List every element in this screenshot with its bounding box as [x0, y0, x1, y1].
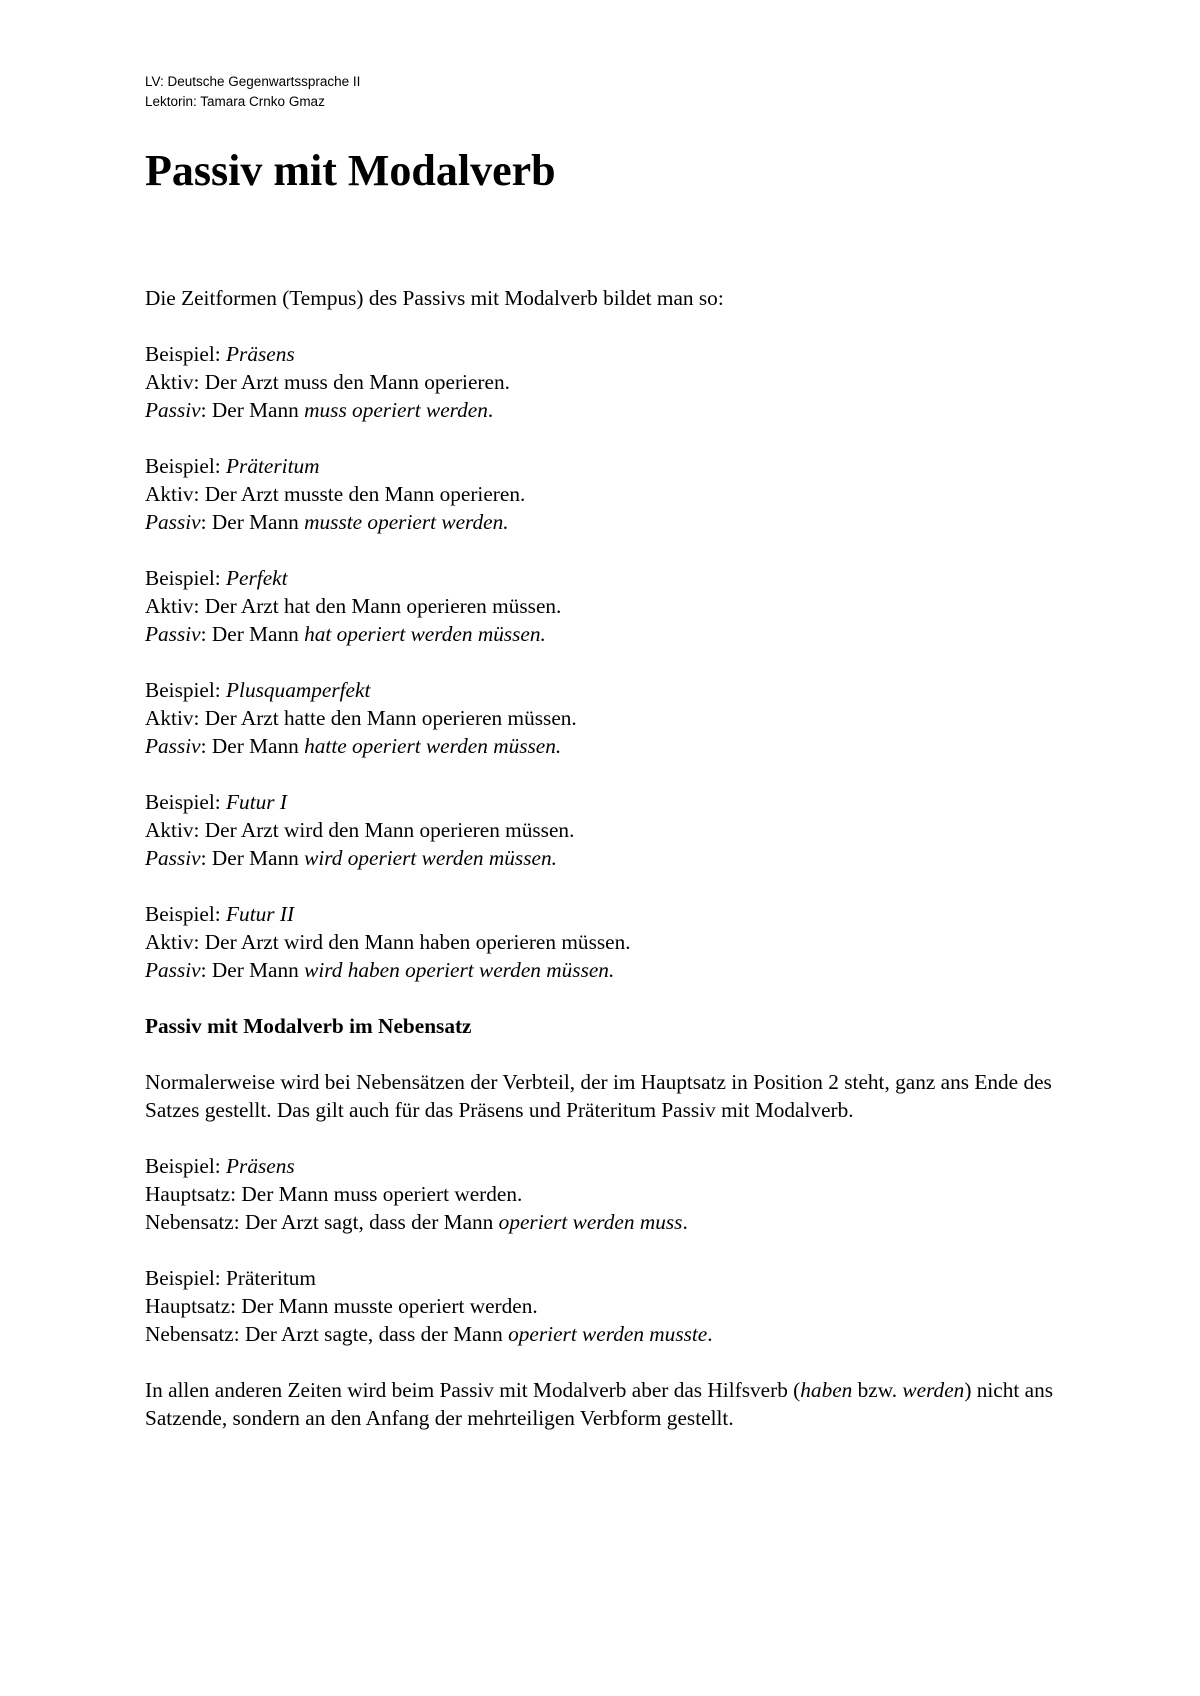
tense-block-plusquamperfekt — [145, 676, 1075, 760]
example-heading: Beispiel: Präteritum — [145, 1266, 316, 1290]
aktiv-line: Aktiv: Der Arzt muss den Mann operieren. — [145, 370, 510, 394]
tense-block-perfekt — [145, 564, 1075, 648]
example-heading: Beispiel: Perfekt — [145, 566, 288, 590]
lecturer-line: Lektorin: Tamara Crnko Gmaz — [145, 94, 325, 109]
hauptsatz-line: Hauptsatz: Der Mann muss operiert werden. — [145, 1182, 523, 1206]
tense-name: Präteritum — [226, 1266, 316, 1290]
passiv-line: Passiv: Der Mann muss operiert werden. — [145, 398, 494, 422]
hauptsatz-line: Hauptsatz: Der Mann musste operiert werden. — [145, 1294, 538, 1318]
passiv-line: Passiv: Der Mann musste operiert werden. — [145, 510, 509, 534]
intro-text: Die Zeitformen (Tempus) des Passivs mit Modalverb bildet man so: — [145, 286, 724, 310]
tense-name: Perfekt — [226, 566, 288, 590]
passiv-line: Passiv: Der Mann hatte operiert werden müssen. — [145, 734, 562, 758]
aktiv-line: Aktiv: Der Arzt musste den Mann operieren. — [145, 482, 526, 506]
document-header — [145, 72, 360, 112]
aktiv-line: Aktiv: Der Arzt hat den Mann operieren müssen. — [145, 594, 562, 618]
aktiv-line: Aktiv: Der Arzt wird den Mann operieren müssen. — [145, 818, 575, 842]
nebensatz-line: Nebensatz: Der Arzt sagte, dass der Mann operiert werden musste. — [145, 1322, 713, 1346]
course-line: LV: Deutsche Gegenwartssprache II — [145, 74, 361, 89]
tense-block-praesens — [145, 340, 1075, 424]
section-heading: Passiv mit Modalverb im Nebensatz — [145, 1014, 472, 1038]
example-heading: Beispiel: Präsens — [145, 342, 295, 366]
example-heading: Beispiel: Präteritum — [145, 454, 320, 478]
tense-name: Präteritum — [226, 454, 320, 478]
passiv-line: Passiv: Der Mann wird operiert werden müssen. — [145, 846, 557, 870]
nebensatz-example-praeteritum — [145, 1264, 1075, 1348]
example-heading: Beispiel: Futur I — [145, 790, 287, 814]
tense-block-futur-2 — [145, 900, 1075, 984]
nebensatz-line: Nebensatz: Der Arzt sagt, dass der Mann operiert werden muss. — [145, 1210, 688, 1234]
tense-block-futur-1 — [145, 788, 1075, 872]
tense-name: Präsens — [226, 1154, 295, 1178]
document-body — [145, 284, 1075, 1432]
section-paragraph: Normalerweise wird bei Nebensätzen der Verbteil, der im Hauptsatz in Position 2 steht, ganz ans Ende des Satzes gestellt. Das gilt auch für das Präsens und Präteritum Passiv mit Modalverb. — [145, 1070, 1052, 1122]
tense-name: Futur II — [226, 902, 295, 926]
tense-name: Plusquamperfekt — [226, 678, 371, 702]
example-heading: Beispiel: Futur II — [145, 902, 295, 926]
tense-block-praeteritum — [145, 452, 1075, 536]
final-paragraph: In allen anderen Zeiten wird beim Passiv mit Modalverb aber das Hilfsverb (haben bzw. werden) nicht ans Satzende, sondern an den Anfang der mehrteiligen Verbform gestellt. — [145, 1378, 1054, 1430]
tense-name: Futur I — [226, 790, 287, 814]
example-heading: Beispiel: Präsens — [145, 1154, 295, 1178]
passiv-line: Passiv: Der Mann wird haben operiert werden müssen. — [145, 958, 615, 982]
nebensatz-example-praesens — [145, 1152, 1075, 1236]
example-heading: Beispiel: Plusquamperfekt — [145, 678, 371, 702]
passiv-line: Passiv: Der Mann hat operiert werden müssen. — [145, 622, 546, 646]
tense-name: Präsens — [226, 342, 295, 366]
aktiv-line: Aktiv: Der Arzt hatte den Mann operieren müssen. — [145, 706, 577, 730]
aktiv-line: Aktiv: Der Arzt wird den Mann haben operieren müssen. — [145, 930, 631, 954]
page-title: Passiv mit Modalverb — [145, 146, 556, 195]
